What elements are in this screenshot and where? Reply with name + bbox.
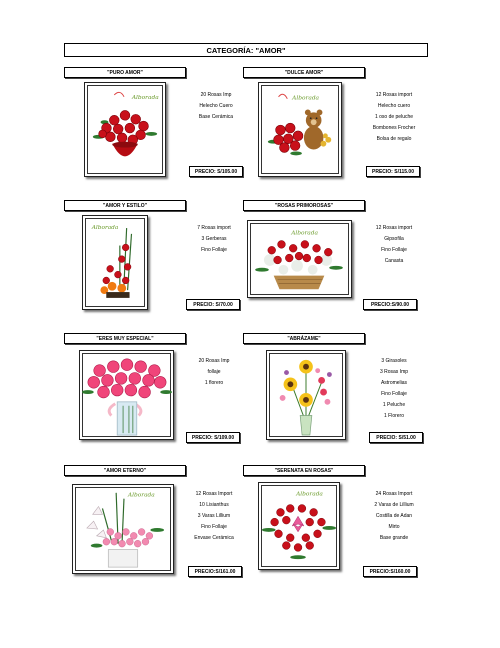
product-title-eres-muy-especial: "ERES MUY ESPECIAL"	[64, 333, 186, 344]
item-line: 24 Rosas Import	[375, 491, 413, 497]
logo-text: Alborada	[131, 94, 159, 101]
product-title-abrazame: "ABRÁZAME"	[243, 333, 365, 344]
logo-text: Alborada	[296, 491, 323, 498]
lilies-arrangement-image	[73, 485, 173, 573]
category-title: CATEGORÍA: "AMOR"	[64, 43, 428, 57]
price-abrazame: PRECIO: S/51.00	[369, 432, 423, 443]
product-title-rosas-primorosas: "ROSAS PRIMOROSAS"	[243, 200, 365, 211]
item-line: Base grande	[379, 535, 409, 541]
logo-text: Alborada	[291, 230, 318, 237]
item-line: Costilla de Adan	[375, 513, 413, 519]
item-line: 2 Varas de Lillium	[374, 502, 414, 508]
product-title-amor-eterno: "AMOR ETERNO"	[64, 465, 186, 476]
price-eres-muy-especial: PRECIO: S/109.00	[186, 432, 240, 443]
product-items-puro-amor	[176, 90, 256, 123]
logo-text: Alborada	[292, 95, 320, 102]
item-line: 1 florero	[204, 380, 224, 386]
product-items-dulce-amor	[354, 90, 434, 145]
rose-lily-arrangement-image	[259, 483, 339, 569]
product-title-puro-amor: "PURO AMOR"	[64, 67, 186, 78]
product-items-eres-muy-especial	[174, 356, 254, 389]
item-line: 3 Varas Lillium	[197, 513, 231, 519]
product-items-amor-eterno	[174, 489, 254, 544]
item-line: 1 Peluche	[382, 402, 406, 408]
product-title-serenata-en-rosas: "SERENATA EN ROSAS"	[243, 465, 365, 476]
product-photo-dulce-amor[interactable]	[258, 82, 342, 177]
item-line: 7 Rosas import	[197, 225, 231, 231]
item-line: Astromelias	[380, 380, 408, 386]
flower-bear-image	[259, 83, 341, 176]
item-line: 10 Lisianthus	[199, 502, 229, 508]
item-line: Bombones Frocher	[372, 125, 416, 131]
item-line: 3 Girasoles	[381, 358, 407, 364]
item-line: 20 Rosas Imp	[200, 92, 232, 98]
item-line: Fino Follaje	[381, 247, 407, 253]
product-photo-amor-y-estilo[interactable]	[82, 215, 148, 310]
item-line: Helecho Cuero	[199, 103, 233, 109]
flower-arrangement-image	[85, 83, 165, 176]
sunflower-vase-image	[267, 351, 345, 439]
item-line: Gipsofila	[384, 236, 404, 242]
price-amor-eterno: PRECIO:S/161.00	[188, 566, 242, 577]
item-line: Envase Cerámica	[194, 535, 234, 541]
product-title-dulce-amor: "DULCE AMOR"	[243, 67, 365, 78]
price-puro-amor: PRECIO: S/105.00	[189, 166, 243, 177]
price-rosas-primorosas: PRECIO:S/90.00	[363, 299, 417, 310]
item-line: Fino Follaje	[201, 247, 227, 253]
product-photo-amor-eterno[interactable]	[72, 484, 174, 574]
product-photo-abrazame[interactable]	[266, 350, 346, 440]
product-items-serenata-en-rosas	[354, 489, 434, 544]
product-items-amor-y-estilo	[174, 223, 254, 256]
item-line: 3 Rosas Imp	[379, 369, 409, 375]
product-photo-rosas-primorosas[interactable]	[247, 220, 352, 298]
item-line: 1 oso de peluche	[374, 114, 414, 120]
item-line: Canasta	[384, 258, 404, 264]
logo-text: Alborada	[127, 492, 155, 499]
item-line: Fino Follaje	[381, 391, 407, 397]
price-amor-y-estilo: PRECIO: S/70.00	[186, 299, 240, 310]
item-line: 1 Florero	[383, 413, 404, 419]
product-title-amor-y-estilo: "AMOR Y ESTILO"	[64, 200, 186, 211]
product-photo-eres-muy-especial[interactable]	[79, 350, 174, 440]
product-photo-puro-amor[interactable]	[84, 82, 166, 177]
price-dulce-amor: PRECIO: S/115.00	[366, 166, 420, 177]
product-photo-serenata-en-rosas[interactable]	[258, 482, 340, 570]
item-line: 12 Rosas import	[375, 225, 413, 231]
item-line: 20 Rosas Imp	[198, 358, 230, 364]
item-line: Fino Follaje	[201, 524, 227, 530]
item-line: Mirto	[388, 524, 400, 530]
item-line: Helecho cuero	[377, 103, 411, 109]
item-line: Bolsa de regalo	[376, 136, 412, 142]
vase-roses-image	[80, 351, 173, 439]
product-items-abrazame	[354, 356, 434, 422]
product-items-rosas-primorosas	[354, 223, 434, 267]
basket-roses-image	[248, 221, 351, 297]
item-line: 12 Rosas Import	[195, 491, 233, 497]
item-line: follaje	[207, 369, 221, 375]
logo-text: Alborada	[91, 225, 119, 232]
item-line: 3 Gerberas	[201, 236, 227, 242]
item-line: 12 Rosas import	[375, 92, 413, 98]
item-line: Base Cerámica	[198, 114, 234, 120]
flower-arrangement-image	[83, 216, 147, 309]
price-serenata-en-rosas: PRECIO:S/160.00	[363, 566, 417, 577]
